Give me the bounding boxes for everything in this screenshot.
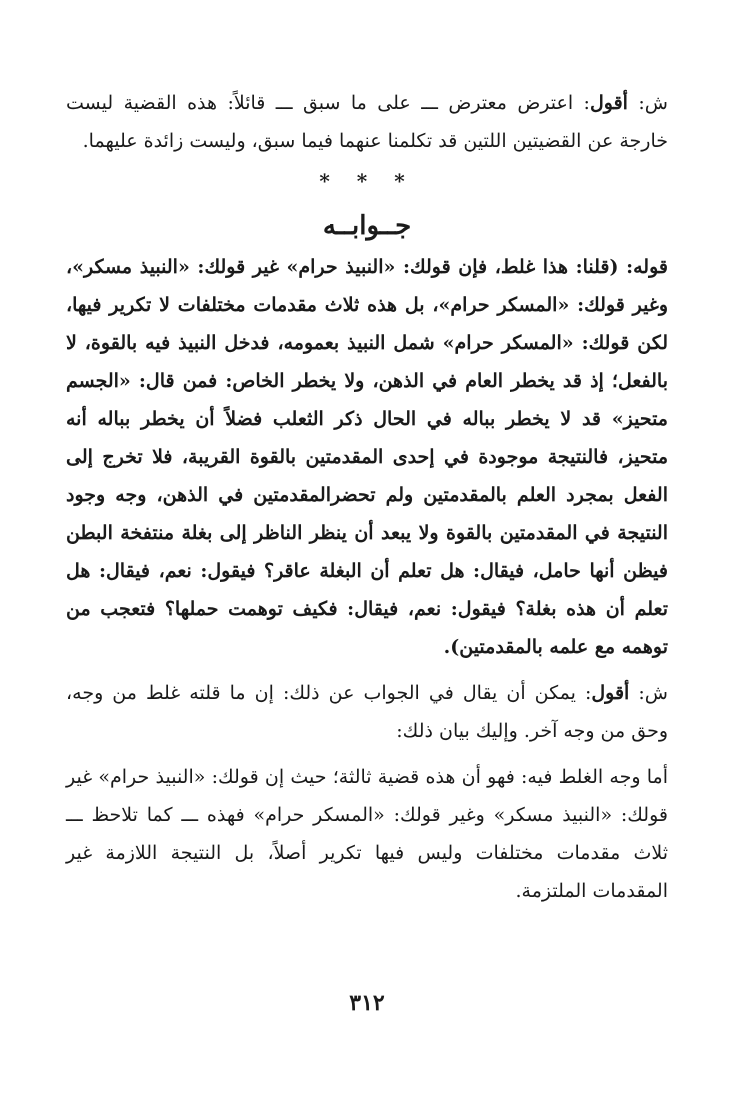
section-separator: * * *	[319, 169, 415, 193]
page-content	[66, 84, 668, 910]
commentary-paragraph-2	[66, 674, 668, 750]
commentary-prefix: ش:	[627, 92, 668, 114]
quoted-text-paragraph: قوله: (قلنا: هذا غلط، فإن قولك: «النبيذ حرام» غير قولك: «النبيذ مسكر»، وغير قولك: «المسكر حرام»، بل هذه ثلاث مقدمات مختلفات لا تكرير فيها، لكن قولك: «المسكر حرام» شمل النبيذ بعمومه، فدخل النبيذ فيه بالقوة، لا بالفعل؛ إذ قد يخطر العام في الذهن، ولا يخطر الخاص: فمن قال: «الجسم متحيز» قد لا يخطر بباله في الحال ذكر الثعلب فضلاً أن يخطر بباله أنه متحيز، فالنتيجة موجودة في إحدى المقدمتين بالقوة القريبة، فلا تخرج إلى الفعل بمجرد العلم بالمقدمتين ولم تحضرالمقدمتين في الذهن، وجه وجود النتيجة في المقدمتين بالقوة ولا يبعد أن ينظر الناظر إلى بغلة منتفخة البطن فيظن أنها حامل، فيقال: هل تعلم أن البغلة عاقر؟ فيقول: نعم، فيقال: هل تعلم أن هذه بغلة؟ فيقول: نعم، فيقال: فكيف توهمت حملها؟ فتعجب من توهمه مع علمه بالمقدمتين).	[66, 256, 668, 658]
commentary-text: : يمكن أن يقال في الجواب عن ذلك: إن ما قلته غلط من وجه، وحق من وجه آخر. وإليك بيان ذلك:	[66, 682, 668, 742]
commentary-text: : اعترض معترض ـــ على ما سبق ـــ قائلاً: هذه القضية ليست خارجة عن القضيتين اللتين قد تكلمنا عنهما فيما سبق، وليست زائدة عليهما.	[66, 92, 668, 152]
commentary-paragraph-1	[66, 84, 668, 160]
page-number: ٣١٢	[349, 990, 385, 1016]
commentary-paragraph-3: أما وجه الغلط فيه: فهو أن هذه قضية ثالثة؛ حيث إن قولك: «النبيذ حرام» غير قولك: «النبيذ مسكر» وغير قولك: «المسكر حرام» فهذه ـــ كما تلاحظ ـــ ثلاث مقدمات مختلفات وليس فيها تكرير أصلاً، بل النتيجة اللازمة غير المقدمات الملتزمة.	[66, 766, 668, 902]
commentary-prefix: ش:	[629, 682, 668, 704]
commentary-label: أقول	[591, 682, 630, 704]
commentary-label: أقول	[589, 92, 628, 114]
section-heading: جــوابــه	[322, 211, 412, 241]
